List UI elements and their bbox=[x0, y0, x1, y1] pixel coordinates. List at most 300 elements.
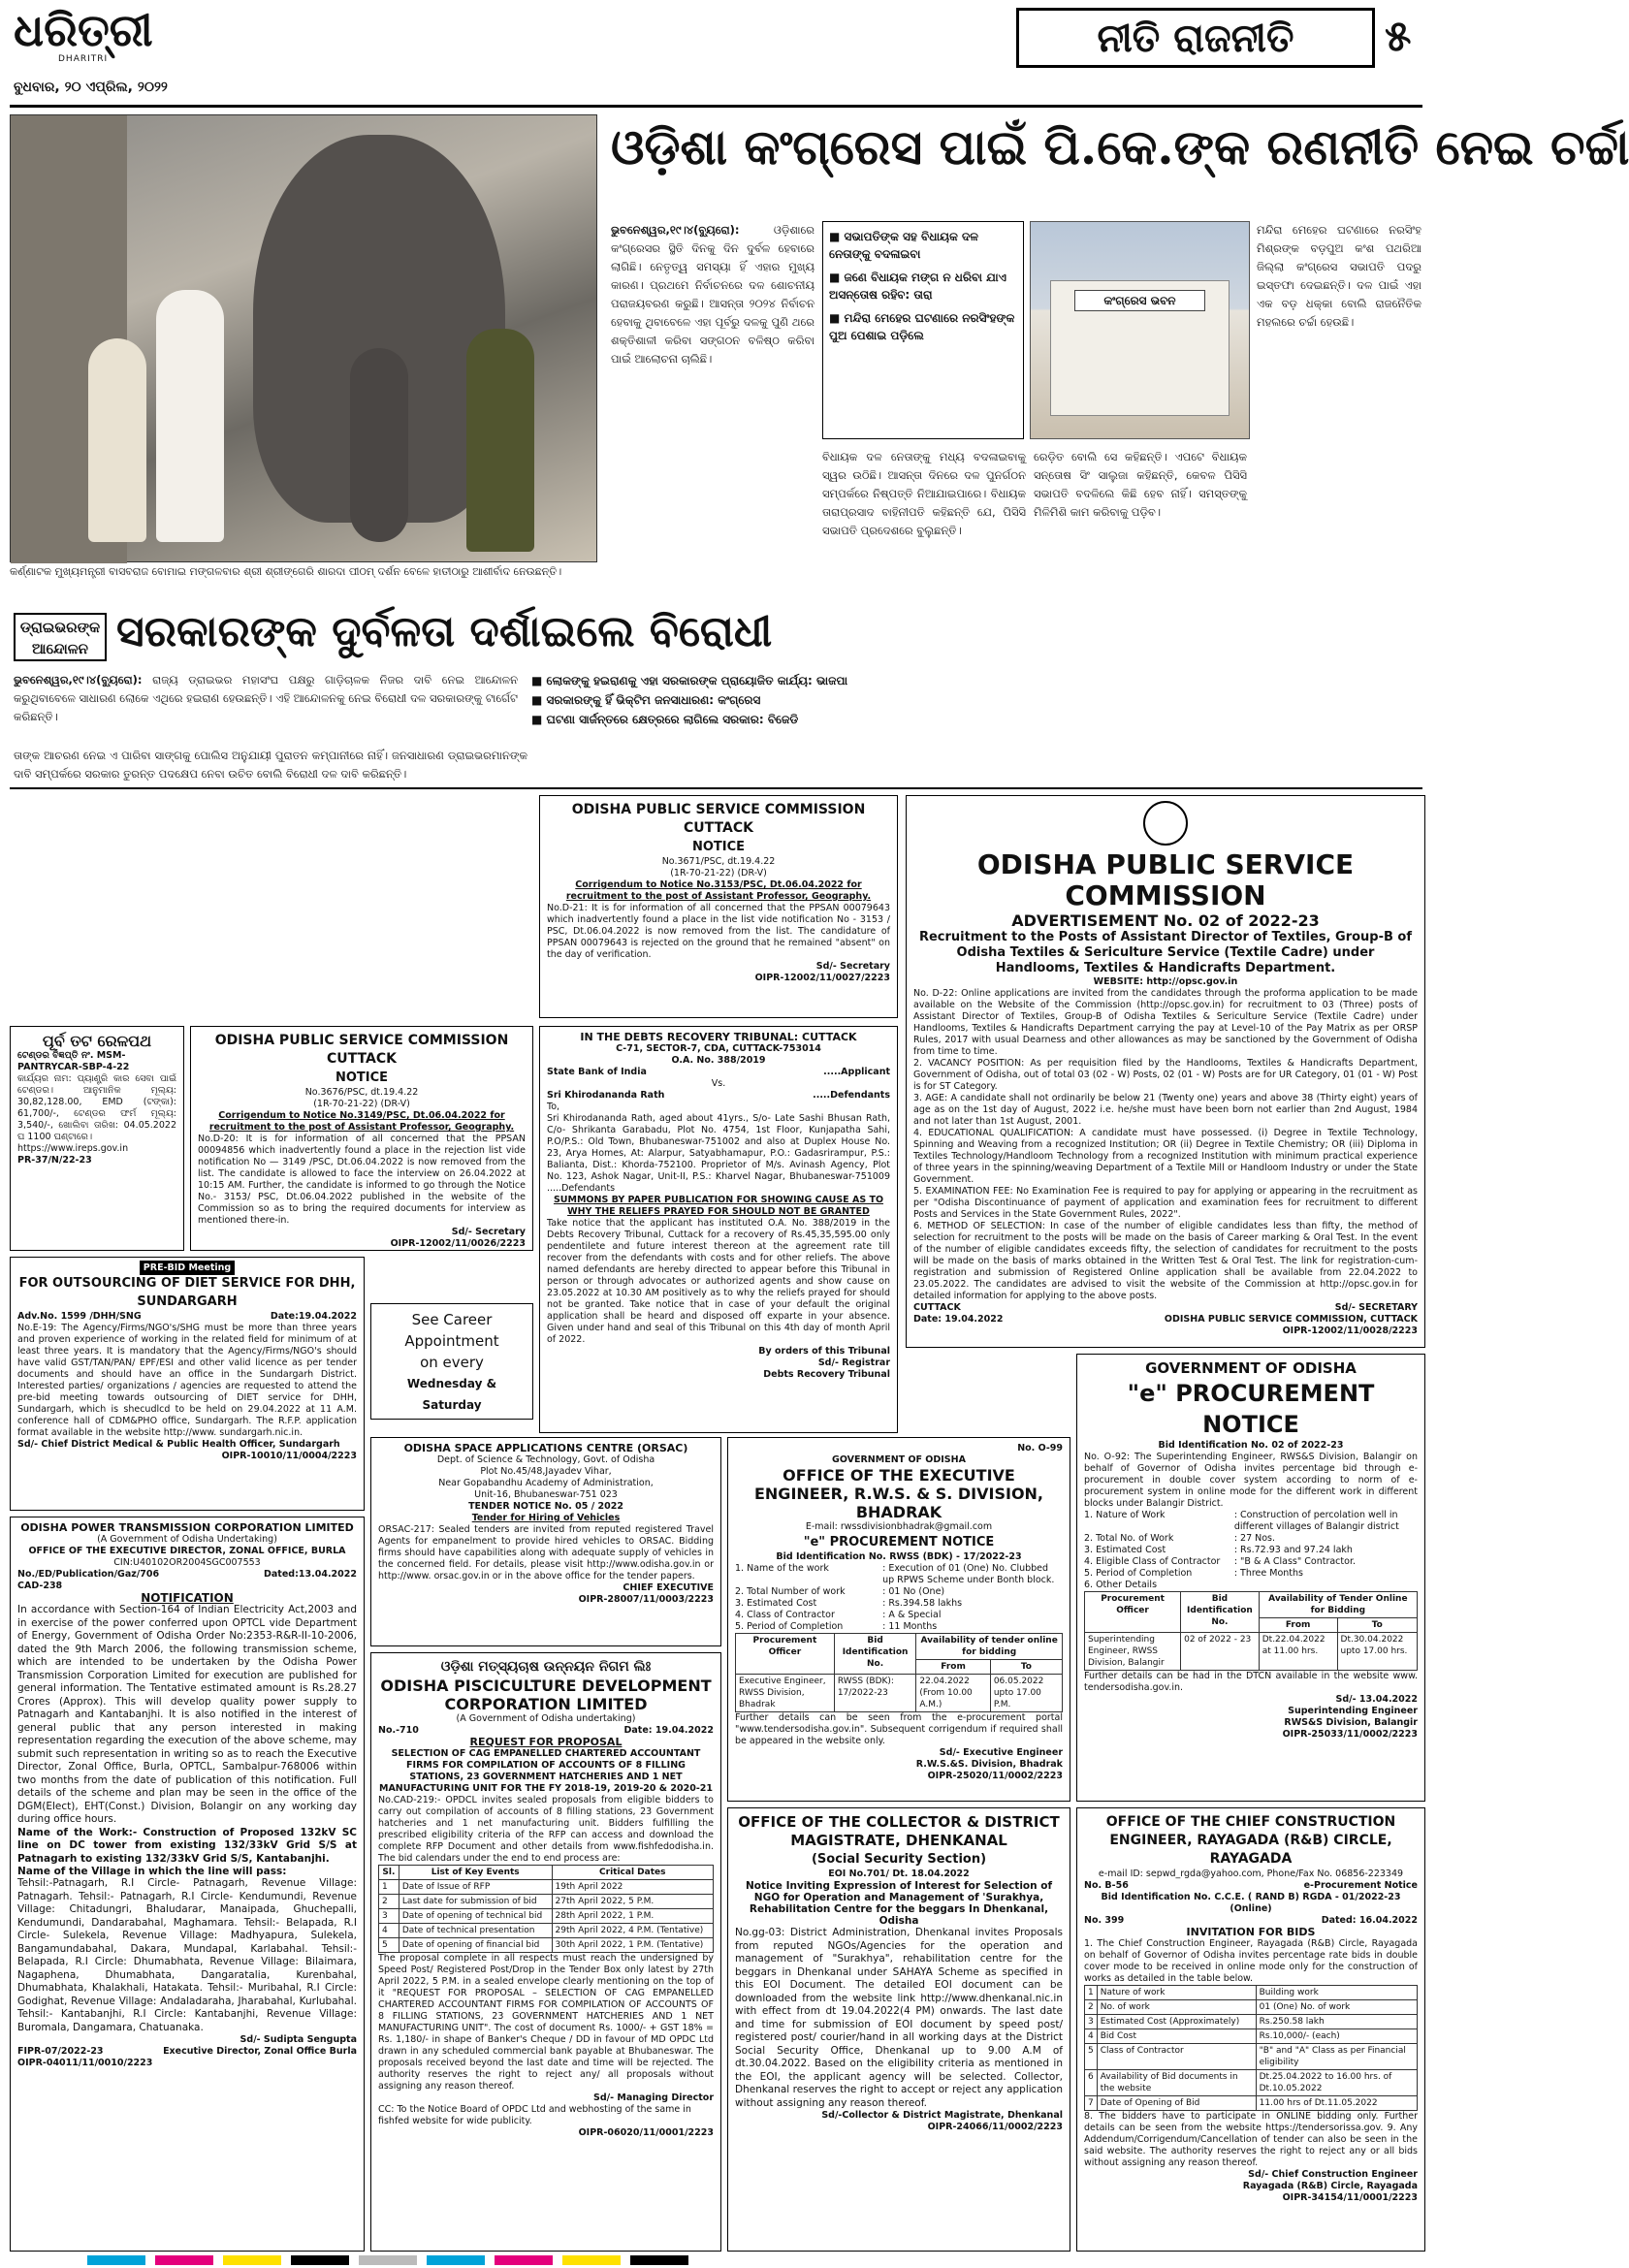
elephant-trunk bbox=[350, 348, 408, 542]
table-header: Procurement Officer bbox=[736, 1634, 835, 1675]
ad-bid: Bid Identification No. 02 of 2022-23 bbox=[1158, 1440, 1344, 1451]
table-cell: "B" and "A" Class as per Financial eligibility bbox=[1256, 2044, 1417, 2070]
ad-body: In accordance with Section-164 of Indian Electricity Act,2003 and in exercise of the power conferred upon OPTCL vide Department of Energy, Government of Odisha Order No:2353-R&R-II-10-2006, dated the 9th March 2006, the following transmission scheme, which are intended to be undertaken by the Odisha Power Transmission Corporation Limited for execution are published for general information. The Tentative estimated amount is Rs.28.27 Crores (Approx). This will develop quality power supply to Patnagarh and Kantabanjhi. It is also notified in the interest of general public that any person interested in making representation regarding the execution of the above scheme, may submit such representation in writing so as to reach the Executive Director, Zonal Office, Burla, OPTCL, Sambalpur-768006 within two months from the date of publication of this notification. Full details of the scheme and plan may be seen in the office of the DGM(Elect), EHT(Const.) Division, Bolangir on any working day during office hours. bbox=[17, 1604, 357, 1825]
table-cell: 29th April 2022, 4 P.M. (Tentative) bbox=[552, 1924, 713, 1938]
masthead-logo: ଧରିତ୍ରୀ bbox=[14, 4, 153, 56]
ad-date: Dated: 16.04.2022 bbox=[1321, 1915, 1418, 1926]
ad-date: Sd/- 13.04.2022 bbox=[1335, 1694, 1418, 1705]
detail-value: : Rs.72.93 and 97.24 lakh bbox=[1233, 1545, 1353, 1555]
lead-body-col2: ବିଧାୟକ ଦଳ ନେତାଙ୍କୁ ମଧ୍ୟ ବଦଳାଇବାକୁ ସ୍ୱର ଉଠିଛି। ଆସନ୍ତା ଦିନରେ ଦଳ ପୁନର୍ଗଠନ ସମ୍ପର୍କରେ ନିଷ୍ପତ୍ତି ନିଆଯାଇପାରେ। ବିଧାୟକ ତାରାପ୍ରସାଦ ବାହିନୀପତି କହିଛନ୍ତି ଯେ, ପିସିସି ସଭାପତି ପ୍ରଦେଶରେ ବୁଲୁଛନ୍ତି। bbox=[822, 450, 1026, 537]
masthead-rule bbox=[10, 105, 1422, 108]
detail-label: 3. Estimated Cost bbox=[1084, 1545, 1166, 1555]
ad-code: OIPR-10010/11/0004/2223 bbox=[221, 1451, 357, 1461]
table-row bbox=[736, 1675, 1063, 1712]
ad-odia-org: ଓଡ଼ିଶା ମତ୍ସ୍ୟଚାଷ ଉନ୍ନୟନ ନିଗମ ଲିଃ bbox=[440, 1659, 652, 1675]
ad-sign: Sd/- Managing Director bbox=[593, 2092, 714, 2103]
lead-bullets-box bbox=[822, 221, 1024, 439]
table-cell: 02 of 2022 - 23 bbox=[1181, 1633, 1260, 1671]
ad-para: 6. METHOD OF SELECTION: In case of the number of eligible candidates less than fifty, the method of selection for recruitment to the posts will be made on the basis of Career marking & Oral Test. In the event of the number of eligible candidates exceeds fifty, the selection of candidates for recruitment to the posts will be made on the basis of marks obtained in the Written Test & Oral Test. The link for registration-cum-registration and submission of Registered Online application shall be available from 22.04.2022 to 23.05.2022. The candidates are advised to visit the website of the Commission at http://opsc.gov.in for detailed information for applying to the above posts. bbox=[913, 1221, 1418, 1301]
second-body-col1: ରାଜ୍ୟ ଡ୍ରାଇଭର ମହାସଂଘ ପକ୍ଷରୁ ଗାଡ଼ିଚାଳକ ନିଜର ଦାବି ନେଇ ଆନ୍ଦୋଳନ କରୁଥିବାବେଳେ ସାଧାରଣ ଲୋକେ ଏଥିରେ ହଇରାଣ ହେଉଛନ୍ତି। ଏହି ଆନ୍ଦୋଳନକୁ ନେଇ ବିରୋଧୀ ଦଳ ସରକାରଙ୍କୁ ଟାର୍ଗେଟ କରିଛନ୍ତି। bbox=[14, 673, 519, 723]
table-cell: Class of Contractor bbox=[1097, 2044, 1256, 2070]
ad-vs: Vs. bbox=[711, 1078, 726, 1089]
detail-label: 6. Other Details bbox=[1084, 1580, 1158, 1590]
table-cell: 19th April 2022 bbox=[552, 1880, 713, 1895]
table-cell: 3 bbox=[1085, 2015, 1098, 2029]
detail-label: 3. Estimated Cost bbox=[735, 1598, 817, 1609]
table-cell: 4 bbox=[1085, 2029, 1098, 2044]
color-swatch bbox=[359, 2255, 417, 2265]
ad-no2: No. 399 bbox=[1084, 1915, 1125, 1926]
table-cell: RWSS (BDK): 17/2022-23 bbox=[834, 1675, 916, 1712]
rwss-bhadrak-ad bbox=[727, 1437, 1070, 1802]
rayagada-bid-ad bbox=[1076, 1807, 1425, 2252]
table-cell: Nature of work bbox=[1097, 1986, 1256, 2000]
ad-details bbox=[735, 1563, 1063, 1633]
ad-org: ODISHA PUBLIC SERVICE COMMISSION bbox=[571, 802, 866, 817]
table-header: To bbox=[990, 1660, 1062, 1675]
lead-dateline: ଭୁବନେଶ୍ୱର,୧୯।୪(ବ୍ୟୁରୋ): bbox=[611, 223, 740, 237]
table-row bbox=[1085, 2029, 1418, 2044]
ad-oa: O.A. No. 388/2019 bbox=[671, 1055, 766, 1066]
ad-title: OFFICE OF THE CHIEF CONSTRUCTION ENGINEER, RAYAGADA (R&B) CIRCLE, RAYAGADA bbox=[1105, 1814, 1396, 1867]
ad-code: PR-37/N/22-23 bbox=[17, 1155, 92, 1166]
ad-gov: GOVERNMENT OF ODISHA bbox=[1145, 1359, 1357, 1377]
page-number: ୫ bbox=[1385, 12, 1412, 61]
detail-label: 1. Nature of Work bbox=[1084, 1510, 1166, 1520]
masthead-date: ବୁଧବାର, ୨୦ ଏପ୍ରିଲ, ୨୦୨୨ bbox=[14, 80, 168, 95]
detail-label: 2. Total Number of work bbox=[735, 1586, 846, 1597]
table-cell: 01 (One) No. of work bbox=[1256, 2000, 1417, 2015]
table-cell: Rs.10,000/- (each) bbox=[1256, 2029, 1417, 2044]
ad-body2: 8. The bidders have to participate in ONLINE bidding only. Further details can be seen from the website https://tendersorissa.gov. 9. Any Addendum/Corrigendum/Cancellation of tender can also be seen in the said website. The authority reserves the right to reject any or all bids without assigning any reason thereof. bbox=[1084, 2111, 1418, 2168]
ad-villages: Tehsil:-Patnagarh, R.I Circle- Patnagarh, Revenue Village: Patnagarh. Tehsil:- Patnagarh, R.I Circle- Kendumundi, Revenue Village: Chitadungri, Bhaludarar, Manaipada, Ghuchepalli, Kendumundi, Dandarabahal, Maghamara. Tehsil:- Belapada, R.I Circle- Sulekela, Revenue Village: Madhyapura, Sulekela, Bangamundabahal, Dakara, Mundapal, Karlabahal. Tehsil:- Belapada, R.I Circle: Dhumabhata, Revenue Village: Bilaimara, Nagaphena, Dhumabhata, Dangaratalia, Kurenbahal, Dhumabhata, Khalakhali, Hatakata. Tehsil:- Muribahal, R.I Circle: Godighat, Revenue Village: Andaladaraha, Jharabahal, Kurlubahal. Tehsil:- Kantabanjhi, R.I Circle: Kantabanjhi, Revenue Village: Buromala, Dangamara, Chatuanaka. bbox=[17, 1877, 357, 2033]
lead-bullet: ■ ସଭାପତିଙ୍କ ସହ ବିଧାୟକ ଦଳ ନେତାଙ୍କୁ ବଦଳାଇବା bbox=[829, 230, 978, 261]
ad-org: ODISHA PUBLIC SERVICE COMMISSION bbox=[214, 1033, 509, 1048]
ad-defendant: Sri Khirodananda Rath bbox=[547, 1090, 665, 1101]
ad-label: NOTICE bbox=[691, 840, 746, 854]
detail-value bbox=[1234, 1580, 1418, 1591]
ad-body: 1. The Chief Construction Engineer, Rayagada (R&B) Circle, Rayagada on behalf of Governor of Odisha invites percentage rate bids in double cover mode to be received in online mode only for the construction of works as detailed in the table below. bbox=[1084, 1938, 1418, 1984]
table-cell: 5 bbox=[1085, 2044, 1098, 2070]
table-cell: 3 bbox=[379, 1909, 399, 1924]
detail-value: : A & Special bbox=[882, 1610, 942, 1620]
masthead-logo-sub: DHARITRI bbox=[58, 54, 109, 64]
table-cell: Dt.22.04.2022 at 11.00 hrs. bbox=[1259, 1633, 1337, 1671]
building-sign: କଂଗ୍ରେସ ଭବନ bbox=[1074, 290, 1205, 311]
ad-sub: (A Government of Odisha Undertaking) bbox=[97, 1534, 277, 1545]
color-swatch bbox=[630, 2255, 688, 2265]
ad-org: ODISHA SPACE APPLICATIONS CENTRE (ORSAC) bbox=[403, 1442, 688, 1454]
ad-cc: CC: To the Notice Board of OPDC Ltd and webhosting of the same in fishfed website for wide publicity. bbox=[378, 2104, 691, 2126]
color-swatch bbox=[87, 2255, 145, 2265]
table-cell: 1 bbox=[379, 1880, 399, 1895]
table-header: To bbox=[1337, 1618, 1417, 1633]
ad-sign: By orders of this Tribunal bbox=[758, 1346, 890, 1357]
ad-email: E-mail: rwssdivisionbhadrak@gmail.com bbox=[805, 1521, 993, 1532]
detail-label: 4. Eligible Class of Contractor bbox=[1084, 1556, 1221, 1567]
promo-line: Wednesday & Saturday bbox=[406, 1377, 497, 1412]
table-row bbox=[379, 1880, 714, 1895]
congress-bhawan-photo bbox=[1030, 221, 1250, 439]
ad-no: No. B-56 bbox=[1084, 1880, 1129, 1891]
table-cell: 5 bbox=[379, 1938, 399, 1953]
table-cell: Date of opening of financial bid bbox=[399, 1938, 552, 1953]
detail-label: 2. Total No. of Work bbox=[1084, 1533, 1174, 1544]
ad-details bbox=[1084, 1510, 1418, 1591]
lead-body-col1: ଓଡ଼ିଶାରେ କଂଗ୍ରେସର ସ୍ଥିତି ଦିନକୁ ଦିନ ଦୁର୍ବଳ ହେବାରେ ଲାଗିଛି। ନେତୃତ୍ୱ ସମସ୍ୟା ହିଁ ଏହାର ମୁଖ୍ୟ କାରଣ। ପ୍ରଥମେ ନିର୍ବାଚନରେ ଦଳ ଶୋଚନୀୟ ପରାଜୟବରଣ କରୁଛି। ଆସନ୍ତା ୨୦୨୪ ନିର୍ବାଚନ ହେବାକୁ ଥିବାବେଳେ ଏହା ପୂର୍ବରୁ ଦଳକୁ ପୁଣି ଥରେ ଶକ୍ତିଶାଳୀ କରିବା ସଙ୍ଗଠନ ବଳିଷ୍ଠ କରିବା ପାଇଁ ଆଲୋଚନା ଚାଲିଛି। bbox=[611, 223, 814, 366]
ad-sign: CHIEF EXECUTIVE bbox=[623, 1582, 714, 1593]
ad-sign2: Executive Director, Zonal Office Burla bbox=[163, 2046, 357, 2057]
ad-label: NOTICE bbox=[335, 1070, 389, 1085]
ad-notice: e-Procurement Notice bbox=[1303, 1880, 1418, 1891]
works-table bbox=[1084, 1985, 1418, 2111]
table-cell: Dt.30.04.2022 upto 17.00 hrs. bbox=[1337, 1633, 1417, 1671]
story-kicker: ଡ୍ରାଇଭରଙ୍କ ଆନ୍ଦୋଳନ bbox=[14, 613, 107, 661]
ad-tender-no: TENDER NOTICE No. 05 / 2022 bbox=[468, 1501, 623, 1512]
ad-sign: Sd/- Sudipta Sengupta bbox=[240, 2034, 357, 2045]
orsac-tender-ad bbox=[370, 1437, 721, 1646]
table-cell: Dt.25.04.2022 to 16.00 hrs. of Dt.10.05.2022 bbox=[1256, 2070, 1417, 2096]
ad-label: NOTIFICATION bbox=[141, 1591, 234, 1605]
ad-date: Dated:13.04.2022 bbox=[264, 1569, 357, 1580]
ad-code: OIPR-25020/11/0002/2223 bbox=[927, 1771, 1063, 1781]
second-bullet: ■ ସରକାରଙ୍କୁ ହିଁ ଭିକ୍ଟିମ ଜନସାଧାରଣ: କଂଗ୍ରେସ bbox=[531, 693, 761, 707]
detail-label: 5. Period of Completion bbox=[1084, 1568, 1193, 1579]
ad-applicant: State Bank of India bbox=[547, 1067, 647, 1077]
ad-sign: Sd/- Registrar bbox=[817, 1358, 890, 1368]
table-header: List of Key Events bbox=[399, 1866, 552, 1880]
ad-invite: INVITATION FOR BIDS bbox=[1186, 1926, 1316, 1938]
ad-note: Further details can be seen from the e-procurement portal "www.tendersodisha.gov.in". Subsequent corrigendum if required shall be appeared in the website only. bbox=[735, 1712, 1063, 1746]
table-row bbox=[379, 1895, 714, 1909]
ad-ref: No.3671/PSC, dt.19.4.22 bbox=[661, 856, 776, 867]
second-story-intro bbox=[14, 671, 518, 739]
ad-applicant-role: .....Applicant bbox=[823, 1067, 890, 1077]
ad-notice: "e" PROCUREMENT NOTICE bbox=[803, 1535, 995, 1549]
opsc-main-ad bbox=[906, 795, 1425, 1348]
ad-code: OIPR-12002/11/0026/2223 bbox=[390, 1238, 526, 1249]
ad-ref: (1R-70-21-22) (DR-V) bbox=[313, 1099, 410, 1109]
detail-value: : Execution of 01 (One) No. Clubbed up RPWS Scheme under Bonth block. bbox=[882, 1563, 1055, 1585]
ad-tender-title: Tender for Hiring of Vehicles bbox=[471, 1513, 621, 1523]
ad-title: Recruitment to the Posts of Assistant Director of Textiles, Group-B of Odisha Textiles & Sericulture Service (Textile Cadre) under Handlooms, Textiles & Handicrafts Department. bbox=[918, 930, 1413, 975]
detail-value: : 01 No (One) bbox=[882, 1586, 945, 1597]
table-cell: Building work bbox=[1256, 1986, 1417, 2000]
table-cell: Last date for submission of bid bbox=[399, 1895, 552, 1909]
table-header: Availability of tender online for bidding bbox=[916, 1634, 1063, 1660]
detail-value: : 27 Nos. bbox=[1233, 1533, 1276, 1544]
ad-sign: Rayagada (R&B) Circle, Rayagada bbox=[1242, 2181, 1418, 2191]
ad-body: No.D-20: It is for information of all concerned that the PPSAN 00094856 which inadvertently found a place in the rejection list vide notification No — 3149 /PSC, Dt.06.04.2022 is now removed from the list. The candidate is allowed to face the interview on 26.04.2022 at 10:15 AM. Further, the candidate is informed to go through the Notice No.- 3153/ PSC, Dt.06.04.2022 published in the website of the Commission so as to bring the required documents for interview as mentioned there-in. bbox=[198, 1134, 526, 1226]
table-cell: 28th April 2022, 1 P.M. bbox=[552, 1909, 713, 1924]
ad-ref: (1R-70-21-22) (DR-V) bbox=[670, 868, 767, 878]
table-row bbox=[1085, 2000, 1418, 2015]
table-row bbox=[379, 1938, 714, 1953]
table-cell: Date of Opening of Bid bbox=[1097, 2096, 1256, 2111]
second-bullets bbox=[531, 671, 919, 729]
table-cell: Availability of Bid documents in the website bbox=[1097, 2070, 1256, 2096]
table-cell: Estimated Cost (Approximately) bbox=[1097, 2015, 1256, 2029]
ad-subject: Corrigendum to Notice No.3149/PSC, Dt.06.04.2022 for recruitment to the post of Assistant Professor, Geography. bbox=[208, 1110, 515, 1133]
section-rule bbox=[10, 787, 1422, 789]
ad-code: OIPR-06020/11/0001/2223 bbox=[578, 2127, 714, 2138]
ad-sub: (Social Security Section) bbox=[811, 1852, 987, 1867]
ad-to: To, bbox=[547, 1102, 560, 1112]
opsc-emblem bbox=[1143, 801, 1188, 846]
ad-addr: Near Gopabandhu Academy of Administration, bbox=[438, 1478, 654, 1488]
drt-summons-ad bbox=[539, 1026, 898, 1433]
ad-body: No.CAD-219:- OPDCL invites sealed proposals from eligible bidders to carry out compilation of accounts of 8 filling stations, 23 Government hatcheries and 1 net manufacturing unit. Bidders fulfilling the prescribed eligibility criteria of the RFP can access and download the complete RFP Document and other details from www.fishfedodisha.in. The bid calendars under the end to end process are: bbox=[378, 1795, 714, 1864]
table-cell: Date of technical presentation bbox=[399, 1924, 552, 1938]
ad-sign: Sd/- Executive Engineer bbox=[939, 1747, 1063, 1758]
ad-body: No.E-19: The Agency/Firms/NGO's/SHG must be more than three years and proven experience of working in the related field for minimum of at least three years. It is mandatory that the Agency/Firms/NGO's should have valid GST/TAN/PAN/ EPF/ESI and other valid licence as per tender documents and should have an office in the Sundargarh District. Interested parties/ organizations / agencies are requested to attend the pre-bid meeting towards outsourcing of DIET service for DHH, Sundargarh, which is shecudlcd to be held on 29.04.2022 at 11 A.M. conference hall of CDM&PHO office, Sundargarh. The R.F.P. application format available in the website http://www. sundargarh.nic.in. bbox=[17, 1323, 357, 1438]
ad-title: "e" PROCUREMENT NOTICE bbox=[1127, 1380, 1375, 1438]
second-dateline: ଭୁବନେଶ୍ୱର,୧୯।୪(ବ୍ୟୁରୋ): bbox=[14, 673, 143, 687]
promo-line: Appointment bbox=[404, 1332, 499, 1350]
detail-value: : Three Months bbox=[1233, 1568, 1303, 1579]
ad-fipr: FIPR-07/2022-23 bbox=[17, 2046, 104, 2057]
table-cell: 27th April 2022, 5 P.M. bbox=[552, 1895, 713, 1909]
lead-photo bbox=[10, 114, 597, 562]
ad-label: PRE-BID Meeting bbox=[140, 1261, 235, 1275]
table-cell: 6 bbox=[1085, 2070, 1098, 2096]
lead-body-col4: ମନ୍ଦିରା ମେହେର ଘଟଣାରେ ନରସିଂହ ମିଶ୍ରଙ୍କ ବଡ଼ପୁଅ କଂଶ ପଥରିଆ ଜିଲ୍ଲା କଂଗ୍ରେସ ସଭାପତି ପଦରୁ ଇସ୍ତଫା ଦେଇଛନ୍ତି। ଦଳ ପାଇଁ ଏହା ଏକ ବଡ଼ ଧକ୍କା ବୋଲି ରାଜନୈତିକ ମହଲରେ ଚର୍ଚ୍ଚା ହେଉଛି। bbox=[1257, 223, 1421, 329]
table-row bbox=[1085, 2070, 1418, 2096]
ad-para: 2. VACANCY POSITION: As per requisition filed by the Handlooms, Textiles & Handicrafts Department, Government of Odisha, out of total 03 (02 - W) Posts, 02 (01 - W) Posts are for UR Category, 01 (01 - W) Post is for ST Category. bbox=[913, 1058, 1418, 1092]
ad-website: WEBSITE: http://opsc.gov.in bbox=[1093, 976, 1238, 987]
ad-city: CUTTACK bbox=[684, 820, 753, 836]
railway-tender-ad bbox=[10, 1026, 184, 1251]
color-swatch bbox=[155, 2255, 213, 2265]
ad-ref: ଟେଣ୍ଡର ବିଜ୍ଞପ୍ତି ନଂ. MSM-PANTRYCAR-SBP-4-22 bbox=[17, 1050, 130, 1072]
table-header: Bid Identification No. bbox=[1181, 1592, 1260, 1633]
second-headline: ସରକାରଙ୍କ ଦୁର୍ବଳତା ଦର୍ଶାଇଲେ ବିରୋଧୀ bbox=[116, 607, 773, 656]
ad-sign: Sd/-Collector & District Magistrate, Dhenkanal bbox=[821, 2110, 1063, 2121]
person-figure bbox=[156, 290, 224, 542]
detail-value: : 11 Months bbox=[882, 1621, 938, 1632]
table-row bbox=[379, 1924, 714, 1938]
ad-body: No.D-21: It is for information of all concerned that the PPSAN 00079643 which inadvertently found a place in the list vide notification No - 3153 / PSC, Dt.06.04.2022 is now removed from the list. The candidature of PPSAN 00079643 is rejected on the ground that he remained "absent" on the day of verification. bbox=[547, 903, 890, 960]
bidding-table bbox=[735, 1633, 1063, 1712]
photo-caption: କର୍ଣ୍ଣାଟକ ମୁଖ୍ୟମନ୍ତ୍ରୀ ବାସବରାଜ ବୋମାଇ ମଙ୍ଗଳବାର ଶ୍ରୀ ଶ୍ରୀଙ୍ଗେରି ଶାରଦା ପୀଠମ୍ ଦର୍ଶନ ବେଳେ ହାତୀଠାରୁ ଆଶୀର୍ବାଦ ନେଉଛନ୍ତି। bbox=[10, 565, 562, 578]
ad-ref: No.3676/PSC, dt.19.4.22 bbox=[304, 1087, 419, 1098]
ad-addr: Plot No.45/48,Jayadev Vihar, bbox=[480, 1466, 612, 1477]
table-cell: 1 bbox=[1085, 1986, 1098, 2000]
table-header: Critical Dates bbox=[552, 1866, 713, 1880]
ad-org: ODISHA PISCICULTURE DEVELOPMENT CORPORATION LIMITED bbox=[380, 1677, 712, 1713]
table-header: Availability of Tender Online for Bidding bbox=[1259, 1592, 1417, 1618]
color-swatch bbox=[495, 2255, 553, 2265]
ad-sign: Sd/- Secretary bbox=[815, 961, 890, 972]
ad-note: Further details can be had in the DTCN available in the website www. tendersodisha.gov.in. bbox=[1084, 1671, 1418, 1693]
ad-code: OIPR-12002/11/0028/2223 bbox=[1282, 1326, 1418, 1336]
ad-city: CUTTACK bbox=[327, 1051, 397, 1067]
ad-office: OFFICE OF THE EXECUTIVE DIRECTOR, ZONAL OFFICE, BURLA bbox=[28, 1546, 346, 1556]
person-figure bbox=[88, 338, 146, 542]
ad-sign: Sd/- Chief Construction Engineer bbox=[1248, 2169, 1418, 2180]
opsc-notice-a bbox=[539, 795, 898, 1018]
ad-defendant-role: .....Defendants bbox=[813, 1090, 890, 1101]
table-cell: 30th April 2022, 1 P.M. (Tentative) bbox=[552, 1938, 713, 1953]
table-row bbox=[379, 1909, 714, 1924]
ad-sign: Sd/- Chief District Medical & Public Health Officer, Sundargarh bbox=[17, 1439, 340, 1450]
second-body-col2: ତାଙ୍କ ଆଚରଣ ନେଇ ଏ ପାରିବା ସାଙ୍ଗକୁ ପୋଲିସ ଅନୁଯାୟୀ ପୁରାତନ କମ୍ପାନୀରେ ନାହିଁ। ଜନସାଧାରଣ ଡ୍ରାଇଭରମାନଙ୍କ ଦାବି ସମ୍ପର୍କରେ ସରକାର ତୁରନ୍ତ ପଦକ୍ଷେପ ନେବା ଉଚିତ ବୋଲି ବିରୋଧୀ ଦଳ ଦାବି କରିଛନ୍ତି। bbox=[14, 749, 527, 781]
ad-body: No.gg-03: District Administration, Dhenkanal invites Proposals from reputed NGOs/Agencies for the operation and management of "Surakhya", rehabilitation centre for the beggars in Dhenkanal under SAHAYA Scheme as specified in this EOI Document. The detailed EOI document can be downloaded from the website link http://www.dhenkanal.nic.in with effect from dt 19.04.2022(4 PM) onwards. The last date and time for submission of EOI document by speed post/ registered post/ courier/hand in all working days at the District Social Security Office, Dhenkanal up to 9.00 A.M of dt.30.04.2022. Based on the eligibility criteria as mentioned in the EOI, the applicant agency will be selected. Collector, Dhenkanal reserves the right to accept or reject any application without assigning any reason thereof. bbox=[735, 1927, 1063, 2109]
ad-body2: The proposal complete in all respects must reach the undersigned by Speed Post/ Registered Post/Drop in the Tender Box only latest by 27th April 2022, 5 P.M. in a sealed envelope clearly mentioning on the top of it "REQUEST FOR PROPOSAL – SELECTION OF CAG EMPANELLED CHARTERED ACCOUNTANT FIRMS FOR COMPILATION OF ACCOUNTS OF 8 FILLING STATIONS, 23 GOVERNMENT HATCHERIES AND 1 NET MANUFACTURING UNIT". The cost of document Rs. 1000/- + GST 18% = Rs. 1,180/- in shape of Banker's Cheque / DD in favour of MD OPDC Ltd drawn in any scheduled commercial bank payable at Bhubaneswar. The proposals received beyond the last date and time will be rejected. The authority reserves the right to reject any/ all proposals without assigning any reason thereof. bbox=[378, 1953, 714, 2092]
detail-label: 4. Class of Contractor bbox=[735, 1610, 835, 1620]
ad-org: ODISHA POWER TRANSMISSION CORPORATION LIMITED bbox=[20, 1521, 354, 1534]
table-cell: 11.00 hrs of Dt.11.05.2022 bbox=[1256, 2096, 1417, 2111]
ad-para: 4. EDUCATIONAL QUALIFICATION: A candidate must have possessed. (i) Degree in Textile Technology, Spinning and Weaving from a recognized Institution; OR (ii) Degree in Textile Chemistry; OR (iii) Diploma in Textiles Technology/Handloom Technology from a recognized Institution with minimum practical experience of three years in the spinning/weaving Department of a Textile Mill or Handloom Industry or under the State Government. bbox=[913, 1128, 1418, 1185]
ad-sign2: ODISHA PUBLIC SERVICE COMMISSION, CUTTACK bbox=[1164, 1314, 1418, 1325]
ad-place: CUTTACK bbox=[913, 1302, 961, 1313]
table-cell: No. of work bbox=[1097, 2000, 1256, 2015]
ad-adv: Adv.No. 1599 /DHH/SNG bbox=[17, 1311, 142, 1322]
rwss-balangir-ad bbox=[1076, 1354, 1425, 1802]
detail-value: : Rs.394.58 lakhs bbox=[882, 1598, 963, 1609]
opdcl-rfp-ad bbox=[370, 1652, 721, 2252]
ad-sign: Sd/- SECRETARY bbox=[1334, 1302, 1418, 1313]
table-row bbox=[1085, 2096, 1418, 2111]
ad-code: OIPR-25033/11/0002/2223 bbox=[1282, 1729, 1418, 1740]
lead-body-col3: ରେଡ଼ିତ ବୋଲି ସେ କହିଛନ୍ତି। ଏପଟେ ବିଧାୟକ ସନ୍ତୋଷ ସିଂ ସାଲୁଜା କହିଛନ୍ତି, କେବଳ ପିସିସି ସଭାପତି ବଦଳିଲେ କିଛି ହେବ ନାହିଁ। ସମସ୍ତଙ୍କୁ ମିଳିମିଶି କାମ କରିବାକୁ ପଡ଼ିବ। bbox=[1034, 450, 1247, 519]
ad-cad: CAD-238 bbox=[17, 1581, 63, 1591]
prebid-meeting-ad bbox=[10, 1257, 365, 1511]
key-events-table bbox=[378, 1865, 714, 1953]
table-header: From bbox=[1259, 1618, 1337, 1633]
detail-label: 1. Name of the work bbox=[735, 1563, 829, 1574]
opsc-notice-b bbox=[190, 1026, 533, 1251]
table-header: Procurement Officer bbox=[1085, 1592, 1181, 1633]
table-cell: 06.05.2022 upto 17.00 P.M. bbox=[990, 1675, 1062, 1712]
ad-villages-heading: Name of the Village in which the line will pass: bbox=[17, 1866, 287, 1877]
ad-body: କାର୍ଯ୍ୟର ନାମ: ପ୍ୟାଣ୍ଟ୍ରି କାର ସେବା ପାଇଁ ଟେଣ୍ଡର। ଆନୁମାନିକ ମୂଲ୍ୟ: 30,82,128.00, EMD (ଟଙ୍କା): 61,700/-, ଟେଣ୍ଡର ଫର୍ମ ମୂଲ୍ୟ: 3,540/-, ଖୋଲିବା ତାରିଖ: 04.05.2022 ଘ 1100 ଘଣ୍ଟାରେ। bbox=[17, 1073, 176, 1142]
lead-bullet: ■ ଜଣେ ବିଧାୟକ ମଙ୍ଗ ନ ଧରିବା ଯାଏ ଅସନ୍ତୋଷ ରହିବ: ତାରା bbox=[829, 271, 1006, 302]
ad-title: OFFICE OF THE COLLECTOR & DISTRICT MAGISTRATE, DHENKANAL bbox=[738, 1813, 1060, 1849]
ad-sign: Debts Recovery Tribunal bbox=[763, 1369, 890, 1380]
table-cell: Superintending Engineer, RWSS Division, Balangir bbox=[1085, 1633, 1181, 1671]
ad-email: e-mail ID: sepwd_rgda@yahoo.com, Phone/Fax No. 06856-223349 bbox=[1098, 1869, 1404, 1879]
ad-body: ORSAC-217: Sealed tenders are invited from reputed registered Travel Agents for empanelment to provide hired vehicles to ORSAC. Bidding firms should have capabilities along with adequate supply of vehicles in the concerned field. For details, please visit http://www.odisha.gov.in or http://www. orsac.gov.in or in the above office for the tender papers. bbox=[378, 1524, 714, 1581]
ad-no: No.-710 bbox=[378, 1725, 419, 1736]
ad-para: 5. EXAMINATION FEE: No Examination Fee is required to pay for applying or appearing in the recruitment as per "Odisha Discontinuance of payment of application and examination fees for recruitment to different Posts and Services in the State Government Rules, 2022". bbox=[913, 1186, 1418, 1220]
table-cell: Bid Cost bbox=[1097, 2029, 1256, 2044]
table-header: From bbox=[916, 1660, 990, 1675]
print-color-bar bbox=[0, 2255, 1432, 2267]
table-header: Sl. bbox=[379, 1866, 399, 1880]
table-row bbox=[1085, 2015, 1418, 2029]
table-header: Bid Identification No. bbox=[834, 1634, 916, 1675]
ad-sub: (A Government of Odisha undertaking) bbox=[456, 1713, 636, 1724]
ad-web[interactable]: https://www.ireps.gov.in bbox=[17, 1143, 129, 1154]
table-row bbox=[1085, 2044, 1418, 2070]
detail-value: : Construction of percolation well in different villages of Balangir district bbox=[1233, 1510, 1399, 1532]
table-cell: 22.04.2022 (From 10.00 A.M.) bbox=[916, 1675, 990, 1712]
table-cell: 2 bbox=[379, 1895, 399, 1909]
color-swatch bbox=[291, 2255, 349, 2265]
ad-title: ପୂର୍ବ ତଟ ରେଳପଥ bbox=[42, 1032, 152, 1050]
ad-eoi: EOI No.701/ Dt. 18.04.2022 bbox=[828, 1869, 970, 1879]
color-swatch bbox=[427, 2255, 485, 2265]
ad-date: Date: 19.04.2022 bbox=[623, 1725, 714, 1736]
ad-rfp: REQUEST FOR PROPOSAL bbox=[469, 1736, 623, 1748]
ad-para: No. D-22: Online applications are invited from the candidates through the proforma application to be made available on the Website of the Commission (http://opsc.gov.in) for recruitment to 03 (Three) posts of Assistant Director of Textiles, Group-B of Odisha Textiles & Sericulture Service (Textile Cadre) under Handlooms, Textiles & Handicrafts Department carrying the pay at Level-10 of the Pay Matrix as per ORSP Rules, 2017 with usual Dearness and other allowances as may be sanctioned by the Government of Odisha from time to time. bbox=[913, 988, 1418, 1057]
ad-cin: CIN:U40102OR2004SGC007553 bbox=[113, 1557, 261, 1568]
detail-label: 5. Period of Completion bbox=[735, 1621, 844, 1632]
lead-headline: ଓଡ଼ିଶା କଂଗ୍ରେସ ପାଇଁ ପି.କେ.ଙ୍କ ରଣନୀତି ନେଇ ଚର୍ଚ୍ଚା bbox=[611, 118, 1629, 176]
ad-rfp-title: SELECTION OF CAG EMPANELLED CHARTERED ACCOUNTANT FIRMS FOR COMPILATION OF ACCOUNTS OF 8 FILLING STATIONS, 23 GOVERNMENT HATCHERIES AND 1 NET MANUFACTURING UNIT FOR THE FY 2018-19, 2019-20 & 2020-21 bbox=[379, 1748, 713, 1794]
ad-ref: No./ED/Publication/Gaz/706 bbox=[17, 1569, 160, 1580]
ad-bid: Bid Identification No. RWSS (BDK) - 17/2022-23 bbox=[776, 1551, 1022, 1562]
ad-subject: Corrigendum to Notice No.3153/PSC, Dt.06.04.2022 for recruitment to the post of Assistant Professor, Geography. bbox=[565, 879, 872, 902]
table-row bbox=[1085, 1986, 1418, 2000]
ad-work: Name of the Work:- Construction of Proposed 132kV SC line on DC tower from existing 132/33kV Grid S/S at Patnagarh to existing 132/33kV Grid S/S, Kantabanjhi. bbox=[17, 1826, 357, 1865]
table-cell: Date of opening of technical bid bbox=[399, 1909, 552, 1924]
ad-title: OFFICE OF THE EXECUTIVE ENGINEER, R.W.S. & S. DIVISION, BHADRAK bbox=[753, 1466, 1044, 1521]
section-title: ନୀତି ରାଜନୀତି bbox=[1016, 8, 1375, 68]
ad-code: OIPR-04011/11/0010/2223 bbox=[17, 2058, 153, 2068]
table-cell: 2 bbox=[1085, 2000, 1098, 2015]
career-promo bbox=[370, 1303, 533, 1420]
color-swatch bbox=[223, 2255, 281, 2265]
table-cell: Date of Issue of RFP bbox=[399, 1880, 552, 1895]
ad-body: No. O-92: The Superintending Engineer, RWS&S Division, Balangir on behalf of Governor of Odisha invites percentage bid through e-procurement in double cover system according to norm of e-procurement system in online mode for the different work in different blocks under Balangir District. bbox=[1084, 1452, 1418, 1509]
ad-org: ODISHA PUBLIC SERVICE COMMISSION bbox=[976, 848, 1355, 911]
ad-body2: Take notice that the applicant has instituted O.A. No. 388/2019 in the Debts Recovery Tribunal, Cuttack for a recovery of Rs.45,35,595.00 only pendentilete and future interest thereon at the agreement rate till recover from the defendants with costs and for other reliefs. The above named defendants are hereby directed to appear before this Tribunal in person or through advocates or authorized agents and show cause on 23.05.2022 at 10.30 AM positively as to why the reliefs prayed for should not be granted. Take notice that in case of your default the original application shall be heard and disposed off exparte in your absence. Given under hand and seal of this Tribunal on this 4th day of month April of 2022. bbox=[547, 1218, 890, 1345]
lead-story-col1 bbox=[611, 221, 814, 585]
color-swatch bbox=[562, 2255, 621, 2265]
lead-bullet: ■ ମନ୍ଦିରା ମେହେର ଘଟଣାରେ ନରସିଂହଙ୍କ ପୁଅ ପେଶାଇ ପଡ଼ିଲେ bbox=[829, 311, 1015, 342]
ad-code: OIPR-34154/11/0001/2223 bbox=[1282, 2192, 1418, 2203]
bidding-table bbox=[1084, 1591, 1418, 1671]
ad-sign: RWS&S Division, Balangir bbox=[1284, 1717, 1418, 1728]
ad-date: Date: 19.04.2022 bbox=[913, 1314, 1004, 1325]
ad-para: 3. AGE: A candidate shall not ordinarily be below 21 (Twenty one) years and above 38 (Thirty eight) years of age as on the 1st day of August, 2022 i.e. he/she must have been born not earlier than 2nd August, 1984 and not later than 1st August, 2001. bbox=[913, 1093, 1418, 1127]
table-cell: 4 bbox=[379, 1924, 399, 1938]
promo-line: on every bbox=[420, 1354, 484, 1371]
ad-body: Sri Khirodananda Rath, aged about 41yrs., S/o- Late Sashi Bhusan Rath, C/o- Shrikanta Garabadu, Plot No. 4754, 1st Floor, Kunjapatha Sahi, P.O/P.S.: Old Town, Bhubaneswar-751002 and also at Duplex House No. 23, Arya Homes, At: Alarpur, Satyabhamapur, P.O.: Gadasrirampur, P.S.: Balianta, Dist.: Khorda-752100. Proprietor of M/s. Avinash Agency, Plot No. 123, Ashok Nagar, Unit-II, P.S.: Kharvel Nagar, Bhubaneswar-751009 .....Defendants bbox=[547, 1113, 890, 1194]
ad-title: IN THE DEBTS RECOVERY TRIBUNAL: CUTTACK bbox=[580, 1031, 857, 1043]
person-figure bbox=[466, 329, 534, 552]
ad-sign: R.W.S.&S. Division, Bhadrak bbox=[915, 1759, 1063, 1770]
optcl-notification-ad bbox=[10, 1517, 365, 2252]
ad-addr: C-71, SECTOR-7, CDA, CUTTACK-753014 bbox=[616, 1043, 821, 1054]
detail-value: : "B & A Class" Contractor. bbox=[1233, 1556, 1357, 1567]
ad-date: Date:19.04.2022 bbox=[270, 1311, 357, 1322]
table-row bbox=[1085, 1633, 1418, 1671]
promo-line: See Career bbox=[411, 1311, 493, 1328]
table-cell: Executive Engineer, RWSS Division, Bhadrak bbox=[736, 1675, 835, 1712]
ad-heading: SUMMONS BY PAPER PUBLICATION FOR SHOWING CAUSE AS TO WHY THE RELIEFS PRAYED FOR SHOULD NOT BE GRANTED bbox=[553, 1195, 884, 1217]
second-bullet: ■ ଘଟଣା ସାର୍ଜନ୍ତରେ କ୍ଷେତ୍ରରେ ଲାଗିଲେ ସରକାର: ବିଜେଡି bbox=[531, 713, 799, 726]
table-cell: Rs.250.58 lakh bbox=[1256, 2015, 1417, 2029]
ad-sign: Sd/- Secretary bbox=[451, 1227, 526, 1237]
ad-addr: Unit-16, Bhubaneswar-751 023 bbox=[474, 1489, 618, 1500]
ad-code: OIPR-24066/11/0002/2223 bbox=[927, 2122, 1063, 2132]
ad-bid: Bid Identification No. C.C.E. ( RAND B) RGDA - 01/2022-23 (Online) bbox=[1101, 1892, 1401, 1914]
ad-dept: Dept. of Science & Technology, Govt. of Odisha bbox=[436, 1454, 655, 1465]
ad-advt: ADVERTISEMENT No. 02 of 2022-23 bbox=[1011, 911, 1320, 930]
ad-sign: Superintending Engineer bbox=[1288, 1706, 1418, 1716]
ad-title: FOR OUTSOURCING OF DIET SERVICE FOR DHH, SUNDARGARH bbox=[18, 1276, 356, 1309]
ad-gov: GOVERNMENT OF ODISHA bbox=[832, 1454, 966, 1465]
second-bullet: ■ ଲୋକଙ୍କୁ ହଇରାଣକୁ ଏହା ସରକାରଙ୍କ ପ୍ରାୟୋଜିତ କାର୍ଯ୍ୟ: ଭାଜପା bbox=[531, 674, 848, 687]
ad-heading: Notice Inviting Expression of Interest for Selection of NGO for Operation and Management of 'Surakhya, Rehabilitation Centre for the beggars In Dhenkanal, Odisha bbox=[745, 1880, 1053, 1927]
ad-no: No. O-99 bbox=[1017, 1443, 1063, 1453]
ad-code: OIPR-28007/11/0003/2223 bbox=[578, 1594, 714, 1605]
ad-code: OIPR-12002/11/0027/2223 bbox=[754, 973, 890, 983]
table-cell: 7 bbox=[1085, 2096, 1098, 2111]
